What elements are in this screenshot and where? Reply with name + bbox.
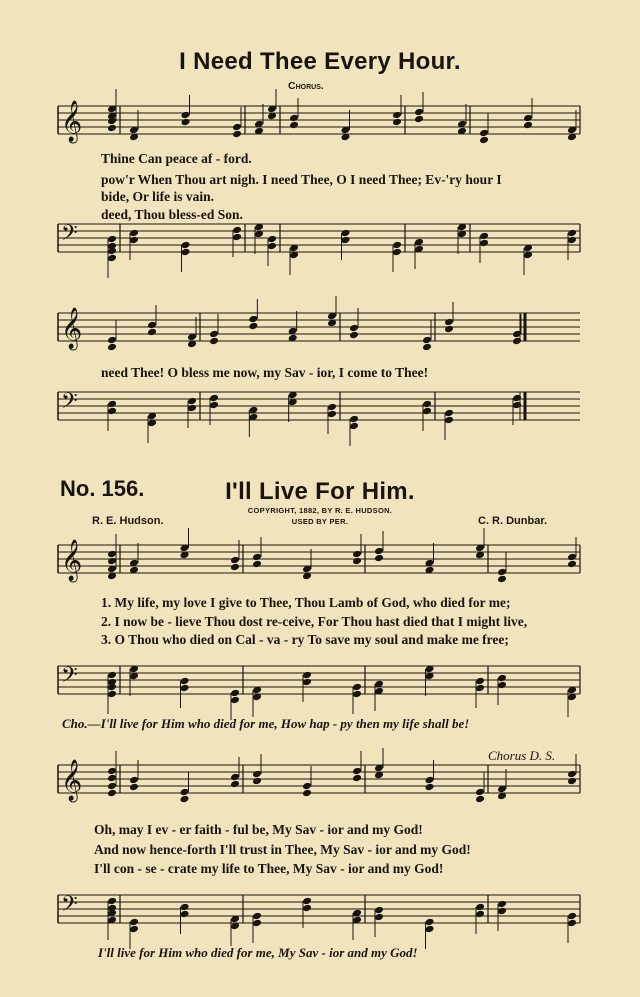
note-head (181, 118, 191, 127)
note-head (187, 404, 197, 413)
note-head (341, 229, 351, 238)
note-head (252, 777, 262, 786)
hymn2-chorus-line: Cho.—I'll live for Him who died for me, How hap - py then my life shall be! (62, 716, 470, 731)
note-head (567, 236, 577, 245)
treble-clef-icon: 𝄞 (61, 101, 83, 142)
note-head (497, 681, 507, 690)
note-head (187, 397, 197, 406)
note-head (252, 560, 262, 569)
hymn2-verse-2: 2. I now be - lieve Thou dost re-ceive, For Thou hast died that I might live, (101, 614, 528, 629)
note-head (107, 767, 117, 776)
note-head (107, 124, 117, 133)
note-head (302, 782, 312, 791)
hymn1-verse-line-3: bide, Or life is vain. (101, 189, 215, 204)
note-head (107, 671, 117, 680)
note-head (352, 774, 362, 783)
bass-clef-icon: 𝄢 (61, 663, 78, 693)
note-head (180, 788, 190, 797)
note-head (352, 683, 362, 692)
note-head (352, 550, 362, 559)
note-head (147, 328, 157, 337)
note-head (209, 330, 219, 339)
note-head (232, 226, 242, 235)
note-head (107, 782, 117, 791)
hymn2-second-line-2: And now hence-forth I'll trust in Thee, My Sav - ior and my God! (94, 842, 471, 857)
note-head (567, 560, 577, 569)
note-head (129, 925, 139, 934)
used-by-permission: USED BY PER. (291, 517, 349, 526)
note-head (425, 925, 435, 934)
note-head (107, 400, 117, 409)
hymn1-closing-line: need Thee! O bless me now, my Sav - ior, I come to Thee! (101, 365, 429, 380)
note-head (267, 242, 277, 251)
note-head (479, 232, 489, 241)
note-head (129, 776, 139, 785)
note-head (567, 229, 577, 238)
note-head (414, 108, 424, 117)
note-head (232, 233, 242, 242)
note-head (252, 912, 262, 921)
note-head (567, 553, 577, 562)
note-head (497, 674, 507, 683)
note-head (107, 254, 117, 263)
note-head (252, 553, 262, 562)
note-head (107, 897, 117, 906)
note-head (230, 780, 240, 789)
hymn2-title: I'll Live For Him. (225, 478, 415, 505)
note-head (327, 403, 337, 412)
note-head (475, 795, 485, 804)
note-head (209, 337, 219, 346)
note-head (523, 114, 533, 123)
note-head (444, 318, 454, 327)
note-head (444, 325, 454, 334)
note-head (422, 407, 432, 416)
note-head (180, 677, 190, 686)
note-head (497, 575, 507, 584)
composer-name: R. E. Hudson. (92, 515, 164, 527)
treble-clef-icon: 𝄞 (61, 308, 83, 349)
note-head (475, 903, 485, 912)
hymn2-verse-1: 1. My life, my love I give to Thee, Thou Lamb of God, who died for me; (101, 595, 511, 610)
note-head (479, 136, 489, 145)
note-head (181, 111, 191, 120)
chorus-label: Chorus. (288, 80, 324, 92)
note-head (107, 690, 117, 699)
note-head (352, 557, 362, 566)
note-head (107, 407, 117, 416)
note-head (230, 773, 240, 782)
bass-clef-icon: 𝄢 (61, 389, 78, 419)
note-head (147, 321, 157, 330)
note-head (230, 556, 240, 565)
note-head (349, 324, 359, 333)
note-head (414, 115, 424, 124)
copyright-notice: COPYRIGHT, 1882, BY R. E. HUDSON. (247, 506, 393, 515)
note-head (230, 696, 240, 705)
note-head (497, 568, 507, 577)
note-head (479, 239, 489, 248)
note-head (352, 767, 362, 776)
note-head (302, 789, 312, 798)
note-head (248, 315, 258, 324)
note-head (129, 229, 139, 238)
hymn2-second-line-1: Oh, may I ev - er faith - ful be, My Sav - ior and my God! (94, 822, 423, 837)
note-head (209, 401, 219, 410)
bass-clef-icon: 𝄢 (61, 892, 78, 922)
note-head (392, 118, 402, 127)
note-head (425, 783, 435, 792)
note-head (180, 684, 190, 693)
treble-clef-icon: 𝄞 (61, 760, 83, 801)
note-head (567, 912, 577, 921)
note-head (475, 788, 485, 797)
note-head (425, 776, 435, 785)
note-head (374, 913, 384, 922)
note-head (129, 236, 139, 245)
note-head (129, 918, 139, 927)
note-head (422, 336, 432, 345)
hymn1-title: I Need Thee Every Hour. (179, 48, 461, 75)
note-head (374, 906, 384, 915)
author-name: C. R. Dunbar. (478, 515, 548, 527)
note-head (349, 415, 359, 424)
note-head (422, 400, 432, 409)
note-head (248, 322, 258, 331)
hymn1-verse-line-1: Thine Can peace af - ford. (101, 151, 252, 166)
note-head (107, 557, 117, 566)
treble-clef-icon: 𝄞 (61, 540, 83, 581)
note-head (180, 910, 190, 919)
note-head (475, 684, 485, 693)
hymn2-second-line-3: I'll con - se - crate my life to Thee, My Sav - ior and my God! (94, 861, 444, 876)
note-head (107, 336, 117, 345)
note-head (567, 777, 577, 786)
note-head (230, 689, 240, 698)
hymn1-verse-line-4: deed, Thou bless-ed Son. (101, 207, 243, 222)
note-head (444, 409, 454, 418)
note-head (302, 678, 312, 687)
note-head (181, 241, 191, 250)
hymn2-verse-3: 3. O Thou who died on Cal - va - ry To save my soul and make me free; (101, 632, 509, 647)
note-head (349, 331, 359, 340)
note-head (232, 130, 242, 139)
note-head (444, 416, 454, 425)
note-head (209, 394, 219, 403)
note-head (107, 550, 117, 559)
note-head (374, 547, 384, 556)
note-head (349, 422, 359, 431)
note-head (475, 677, 485, 686)
chorus-ds-marking: Chorus D. S. (488, 748, 556, 763)
note-head (567, 770, 577, 779)
hymn2-chorus-line-2: I'll live for Him who died for me, My Sav - ior and my God! (98, 945, 418, 960)
note-head (497, 900, 507, 909)
note-head (180, 903, 190, 912)
hymn-number: No. 156. (60, 476, 145, 501)
note-head (302, 671, 312, 680)
note-head (479, 129, 489, 138)
note-head (352, 690, 362, 699)
note-head (422, 343, 432, 352)
note-head (181, 248, 191, 257)
note-head (267, 235, 277, 244)
note-head (392, 241, 402, 250)
note-head (302, 897, 312, 906)
note-head (392, 248, 402, 257)
note-head (497, 907, 507, 916)
bass-clef-icon: 𝄢 (61, 221, 78, 251)
note-head (107, 789, 117, 798)
note-head (289, 114, 299, 123)
note-head (232, 123, 242, 132)
note-head (374, 554, 384, 563)
note-head (302, 904, 312, 913)
note-head (252, 770, 262, 779)
note-head (289, 121, 299, 130)
note-head (230, 563, 240, 572)
hymn1-verse-line-2: pow'r When Thou art nigh. I need Thee, O I need Thee; Ev-'ry hour I (101, 172, 502, 187)
note-head (475, 910, 485, 919)
note-head (107, 235, 117, 244)
note-head (392, 111, 402, 120)
note-head (107, 774, 117, 783)
note-head (523, 121, 533, 130)
note-head (129, 783, 139, 792)
note-head (425, 918, 435, 927)
note-head (567, 919, 577, 928)
note-head (252, 919, 262, 928)
note-head (107, 343, 117, 352)
note-head (341, 236, 351, 245)
note-head (327, 410, 337, 419)
note-head (180, 795, 190, 804)
